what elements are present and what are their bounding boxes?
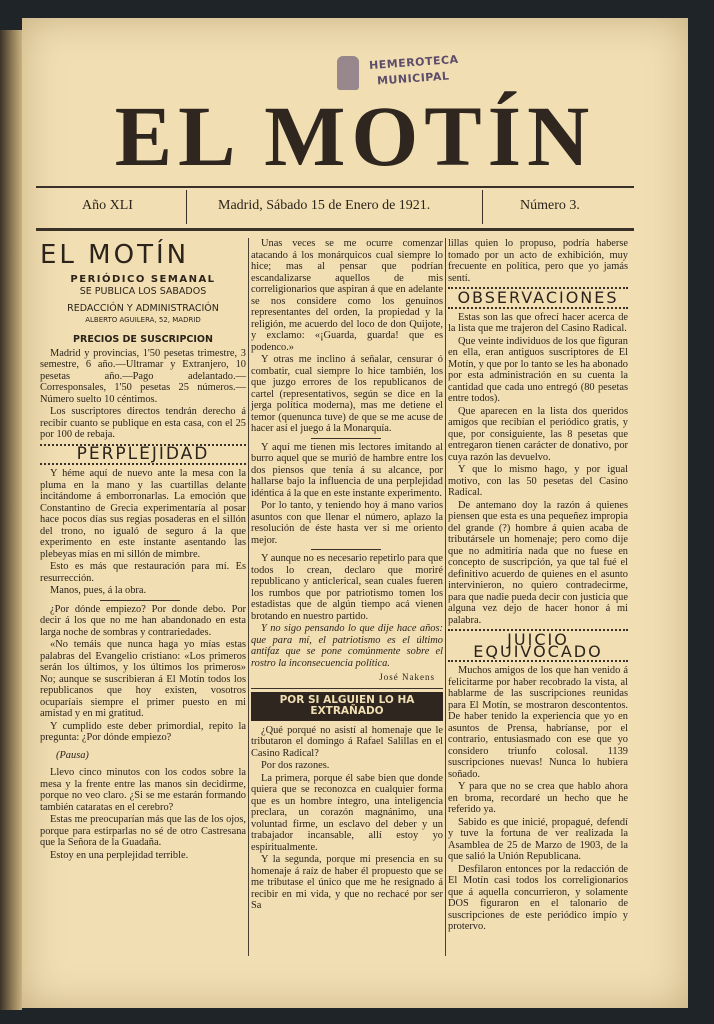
short-rule [100, 600, 180, 601]
header-rule [36, 230, 634, 231]
stamp-line1: HEMEROTECA [368, 52, 459, 73]
paragraph: Unas veces se me ocurre comenzar atacando á los monárquicos cual siempre lo hice; mas al pensar que podrían escandalizarse aquellos de mis correligionarios que aspiran á que en adelante se nos considere como los genuinos representantes del orden, la propiedad y la religión, me acuerdo del loco de don Quijote, y exclamo: «¡Guarda, guarda! que es podenco.» [251, 238, 443, 353]
author-signature: José Nakens [379, 672, 435, 682]
paragraph: Y que lo mismo hago, y por igual motivo, con las 50 pesetas del Casino Radical. [448, 464, 628, 498]
office-heading: REDACCIÓN Y ADMINISTRACIÓN [67, 303, 219, 314]
office-address: ALBERTO AGUILERA, 52, MADRID [85, 315, 201, 324]
prices-text-2: Los suscriptores directos tendrán derecho á recibir cuanto se publique en esta casa, con el 25 por 100 de rebaja. [40, 406, 246, 440]
issue-number: Número 3. [520, 198, 580, 213]
issue-date: Madrid, Sábado 15 de Enero de 1921. [218, 198, 431, 213]
section-divider [251, 688, 443, 689]
short-rule [311, 438, 381, 439]
info-divider [482, 190, 483, 224]
paragraph: Que aparecen en la lista dos queridos amigos que recibían el periódico gratis, y que, por consiguiente, las 8 pesetas que entregaron tienen carácter de donativo, por cuya razón las devuelvo. [448, 405, 628, 463]
column-1 [40, 238, 246, 862]
paragraph: Por lo tanto, y teniendo hoy á mano varios asuntos con que llenar el número, aplazo la resolución de éste hasta ver si me oriento mejor. [251, 500, 443, 546]
paragraph: Llevo cinco minutos con los codos sobre la mesa y la frente entre las manos sin decidirme, porque no veo claro. ¿Si se me estarán formando también cataratas en el cerebro? [40, 767, 246, 813]
paragraph: lillas quien lo propuso, podría haberse tomado por un acto de exhibición, muy frecuente en política, pero que yo jamás sentí. [448, 238, 628, 284]
paragraph: «No temáis que nunca haga yo mías estas palabras del Evangelio cristiano: «Los primeros serán los últimos, y los últimos los primeros» No; aunque se suscribieran á El Motín todos los republicanos que hoy existen, vosotros ocuparíais siempre el primer puesto en mi amistad y en mi gratitud. [40, 639, 246, 719]
column-2 [251, 238, 443, 913]
paragraph: Y la segunda, porque mi presencia en su homenaje á raíz de haber él propuesto que se me tributase el único que me he resignado á recibir en mi vida, y que no rechacé por ser Sa [251, 854, 443, 911]
subtitle: PERIÓDICO SEMANAL [70, 274, 216, 285]
column-divider [248, 238, 249, 956]
paragraph: Muchos amigos de los que han venido á felicitarme por haber recobrado la vista, al hablarme de las suscripciones reunidas para El Motín, se mostraron descontentos. De haber tenido la experiencia que yo en asuntos de Prensa, habríanse, por el contrario, entusiasmado con ese que yo considero triunfo colosal. 1139 suscripciones nuevas! Nunca lo hubiera soñado. [448, 665, 628, 780]
paragraph: Y otras me inclino á señalar, censurar ó combatir, cual siempre lo hice también, los que juzgo errores de los republicanos de cartel (representativos, según se dice en la jerga política moderna), mas me detiene el temor (quenunca tuve) de que se me acuse de hacer así el juego á la Monarquía. [251, 354, 443, 434]
paragraph: De antemano doy la razón á quienes piensen que esta es una pequeñez impropia del grande (?) hombre á quien acaba de tributársele un homenaje; pero como dije que no admitiría nada que no fuese en concepto de suscripción, ya que tal fué el definitivo acuerdo de quienes en el asunto intervinieron, no quiero contradecirme, para que nadie pueda decir con justicia que alguna vez dejo de hacer honor á mi palabra. [448, 499, 628, 626]
short-rule [311, 549, 381, 550]
masthead-title: EL MOTÍN [114, 88, 596, 184]
prices-text: Madrid y provincias, 1'50 pesetas trimestre, 3 semestre, 6 año.—Ultramar y Extranjero, 10 pesetas año.—Pago adelantado.—Corresponsales, 1'50 pesetas 25 números.—Número suelto 10 céntimos. [40, 347, 246, 405]
column-logo: EL MOTÍN [40, 240, 190, 270]
article-title-banner: POR SI ALGUIEN LO HA EXTRAÑADO [251, 692, 443, 721]
article-title-juicio: JUICIO EQUIVOCADO [473, 630, 603, 661]
paragraph: Y no sigo pensando lo que dije hace años: que para mí, el patriotismo es el último antifaz que se pone comúnmente sobre el rostro la inconsecuencia política. [251, 623, 443, 669]
paragraph: Estas me preocuparían más que las de los ojos, porque para estirparlas no sé de otro Castresana que la Señora de la Guadaña. [40, 814, 246, 848]
paragraph: Estoy en una perplejidad terrible. [50, 849, 189, 861]
info-bar [36, 186, 634, 230]
paragraph: La primera, porque él sabe bien que donde quiera que se reconozca en cualquier forma que es un hombre íntegro, una inteligencia preclara, un corazón magnánimo, una voluntad firme, un esclavo del deber y un trabajador incansable, allí estoy yo espiritualmente. [251, 772, 443, 853]
newspaper-page [22, 18, 688, 1008]
article-title-perplejidad: PERPLEJIDAD [76, 443, 210, 464]
paragraph: Y para que no se crea que hablo ahora en broma, recordaré un hecho que he referido ya. [448, 781, 628, 815]
paragraph: ¿Por dónde empiezo? Por donde debo. Por decir á los que no me han abandonado en esta larga noche de sombras y contrariedades. [40, 603, 246, 638]
paragraph: Manos, pues, á la obra. [50, 585, 147, 596]
issue-year: Año XLI [82, 198, 133, 213]
paragraph: Y héme aquí de nuevo ante la mesa con la pluma en la mano y las cuartillas delante incitándome á emborronarlas. La emoción que Constantino de Grecia experimentaría al posar hace pocos días sus regias posaderas en el sillón del trono, no igualó de seguro á la que experimento en este instante asentando las plebeyas mías en mi sillón de mimbre. [40, 468, 246, 560]
paragraph: Que veinte individuos de los que figuran en ella, eran antiguos suscriptores de El Motín, y que por lo tanto se les ha abonado por esta administración en su cuenta la cantidad que cada uno entregó (80 pesetas entre todos). [448, 335, 628, 404]
paragraph: Esto es más que restauración para mí. Es resurrección. [40, 561, 246, 584]
article-title-observaciones: OBSERVACIONES [457, 288, 619, 307]
paragraph: Y cumplido este deber primordial, repito la pregunta: ¿Por dónde empiezo? [40, 720, 246, 743]
paragraph: Estas son las que ofrecí hacer acerca de la lista que me trajeron del Casino Radical. [448, 311, 628, 334]
info-divider [186, 190, 187, 224]
paragraph: Desfilaron entonces por la redacción de El Motín casi todos los correligionarios que á aquella concurrieron, y solamente DOS figuraron en el talonario de suscripciones de este periódico impío y protervo. [448, 863, 628, 932]
paragraph: ¿Qué porqué no asistí al homenaje que le tributaron el domingo á Rafael Salillas en el Casino Radical? [251, 724, 443, 759]
book-spine [0, 30, 22, 1010]
stamp-seal-icon [337, 56, 359, 90]
column-divider [445, 238, 446, 956]
paragraph: Por dos razones. [261, 760, 330, 771]
column-3 [448, 238, 628, 934]
paragraph: Y aquí me tienen mis lectores imitando al burro aquel que se murió de hambre entre los dos piensos que tenía á su alcance, por hallarse bajo la influencia de una perplejidad idéntica á la que en este instante experimento. [251, 441, 443, 499]
publication-days: SE PUBLICA LOS SABADOS [79, 285, 207, 297]
paragraph: Y aunque no es necesario repetirlo para que todos lo crean, declaro que moriré republicano y anticlerical, sean cuales fueren los rumbos que por patriotismo tomen los estadistas que de algún tiempo acá vienen brotando en nuestro partido. [251, 553, 443, 622]
stamp-line2: MUNICIPAL [376, 69, 450, 88]
paragraph: Sabido es que inicié, propagué, defendí y tuve la fortuna de ver realizada la Asamblea de 25 de Marzo de 1903, de la que salió la Unión Republicana. [448, 816, 628, 862]
prices-title: PRECIOS DE SUSCRIPCION [73, 334, 213, 345]
pause-note: (Pausa) [56, 749, 89, 761]
